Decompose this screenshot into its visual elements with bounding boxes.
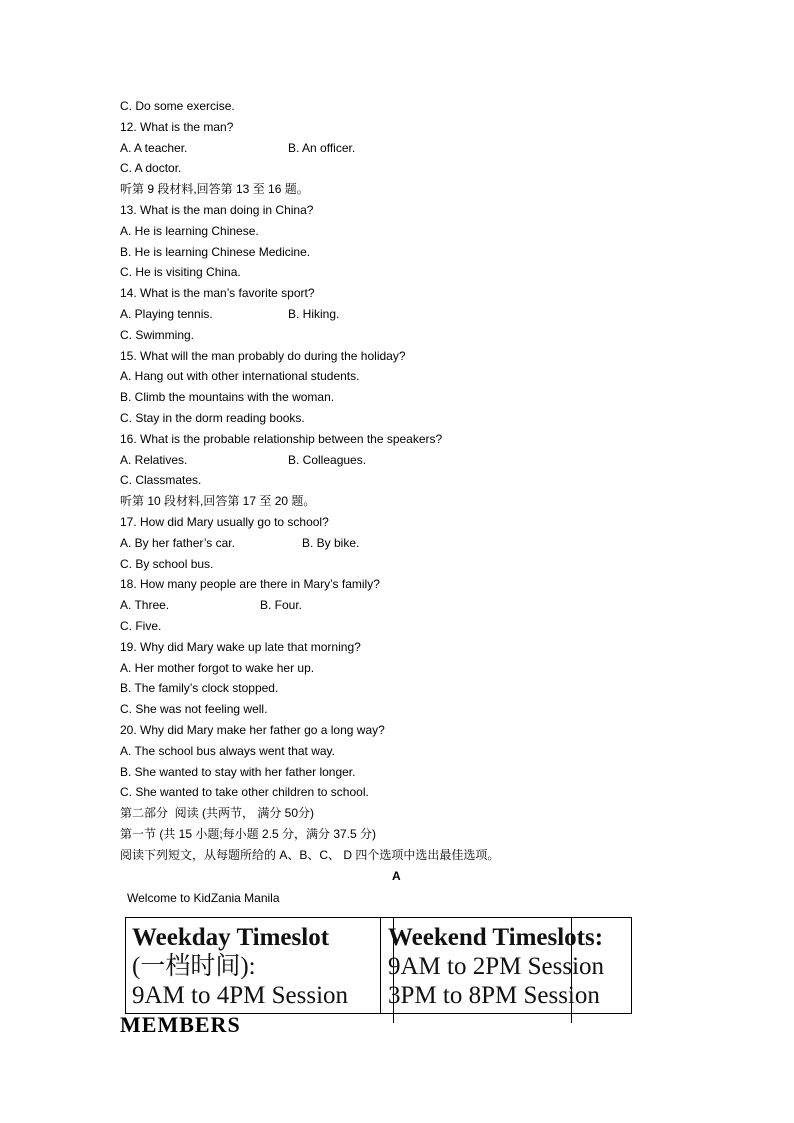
option-b: B. Hiking. [288, 307, 340, 321]
text-line [120, 493, 315, 509]
text-line [120, 784, 369, 800]
line-text: 16. What is the probable relationship between the speakers? [120, 431, 443, 446]
text-line [120, 98, 235, 114]
weekday-cell [132, 923, 374, 1010]
line-text: 第一节 (共 15 小题;每小题 2.5 分，满分 37.5 分) [120, 827, 377, 841]
line-text: 阅读下列短文，从每题所给的 A、B、C、 D 四个选项中选出最佳选项。 [120, 847, 500, 862]
option-b: B. By bike. [302, 535, 360, 550]
line-text: C. A doctor. [120, 161, 182, 176]
text-line [120, 639, 361, 655]
weekend-cell [388, 923, 604, 1010]
text-line [120, 119, 233, 135]
line-text: A. Playing tennis. [120, 307, 213, 321]
line-text: A. The school bus always went that way. [120, 743, 335, 758]
text-line [120, 389, 334, 405]
line-text: A. Three. [120, 598, 170, 613]
text-line [120, 452, 367, 468]
line-text: C. She was not feeling well. [120, 702, 268, 717]
line-text: 14. What is the man’s favorite sport? [120, 286, 315, 301]
line-text: A. He is learning Chinese. [120, 223, 259, 238]
weekend-session-2: 3PM to 8PM Session [388, 982, 600, 1009]
line-text: C. By school bus. [120, 556, 214, 571]
text-line [120, 722, 385, 738]
passage-title: Welcome to KidZania Manila [127, 891, 280, 905]
text-line [120, 556, 213, 572]
text-line [120, 743, 335, 759]
line-text: C. Classmates. [120, 473, 202, 488]
text-line [120, 160, 181, 176]
weekday-subtitle: (一档时间): [132, 953, 256, 980]
text-line [120, 618, 161, 634]
text-line [120, 597, 303, 613]
line-text: B. The family’s clock stopped. [120, 681, 279, 696]
weekday-word: Weekday [132, 924, 231, 951]
section-letter: A [392, 869, 401, 883]
text-line [120, 223, 259, 239]
text-line [120, 181, 309, 197]
line-text: A. By her father’s car. [120, 535, 235, 550]
option-b: B. Colleagues. [288, 452, 367, 467]
text-line [120, 410, 305, 426]
timeslot-word: Timeslot [236, 924, 330, 951]
text-line [120, 826, 376, 842]
line-text: B. He is learning Chinese Medicine. [120, 244, 311, 259]
text-line [120, 847, 499, 863]
cutoff-text: MEMBERS [120, 1012, 241, 1037]
text-line [120, 660, 314, 676]
text-line [120, 140, 356, 156]
line-text: 15. What will the man probably do during the holiday? [120, 348, 406, 363]
line-text: A. Hang out with other international students. [120, 369, 360, 384]
text-line [120, 805, 314, 821]
line-text: 17. How did Mary usually go to school? [120, 515, 329, 529]
line-text: A. Relatives. [120, 452, 188, 467]
line-text: 听第 10 段材料,回答第 17 至 20 题。 [120, 494, 316, 509]
line-text: B. She wanted to stay with her father longer. [120, 764, 356, 779]
line-text: A. Her mother forgot to wake her up. [120, 660, 315, 675]
text-line [120, 244, 310, 260]
line-text: C. He is visiting China. [120, 265, 241, 280]
text-line [120, 306, 340, 322]
text-line [120, 576, 380, 592]
line-text: 19. Why did Mary wake up late that morning? [120, 639, 361, 654]
text-line [120, 701, 267, 717]
text-line [120, 764, 355, 780]
line-text: 12. What is the man? [120, 119, 234, 134]
line-text: C. Do some exercise. [120, 99, 235, 113]
line-text: C. She wanted to take other children to school. [120, 785, 369, 800]
line-text: 20. Why did Mary make her father go a long way? [120, 723, 385, 737]
text-line [120, 514, 329, 530]
text-line [120, 202, 313, 218]
text-line [120, 680, 278, 696]
cutoff-heading [120, 1012, 250, 1037]
line-text: C. Five. [120, 619, 162, 633]
line-text: 听第 9 段材料,回答第 13 至 16 题。 [120, 182, 309, 197]
text-line [120, 535, 360, 551]
weekend-session-1: 9AM to 2PM Session [388, 953, 605, 980]
line-text: C. Swimming. [120, 327, 195, 342]
text-line [120, 327, 194, 343]
option-b: B. An officer. [288, 140, 356, 155]
line-text: C. Stay in the dorm reading books. [120, 411, 305, 425]
line-text: 13. What is the man doing in China? [120, 203, 314, 217]
weekday-session: 9AM to 4PM Session [132, 982, 349, 1009]
text-line [120, 285, 315, 301]
weekday-header [132, 923, 374, 952]
line-text: A. A teacher. [120, 140, 188, 155]
table-divider [380, 917, 381, 1014]
text-line [120, 431, 442, 447]
text-line [120, 264, 241, 280]
line-text: 第二部分 阅读 (共两节， 满分 50分) [120, 806, 315, 821]
text-line [120, 348, 406, 364]
line-text: B. Climb the mountains with the woman. [120, 390, 335, 405]
text-line [120, 368, 359, 384]
weekend-header: Weekend Timeslots: [388, 924, 604, 951]
text-line [120, 472, 201, 488]
option-b: B. Four. [260, 598, 303, 613]
line-text: 18. How many people are there in Mary’s family? [120, 577, 380, 592]
